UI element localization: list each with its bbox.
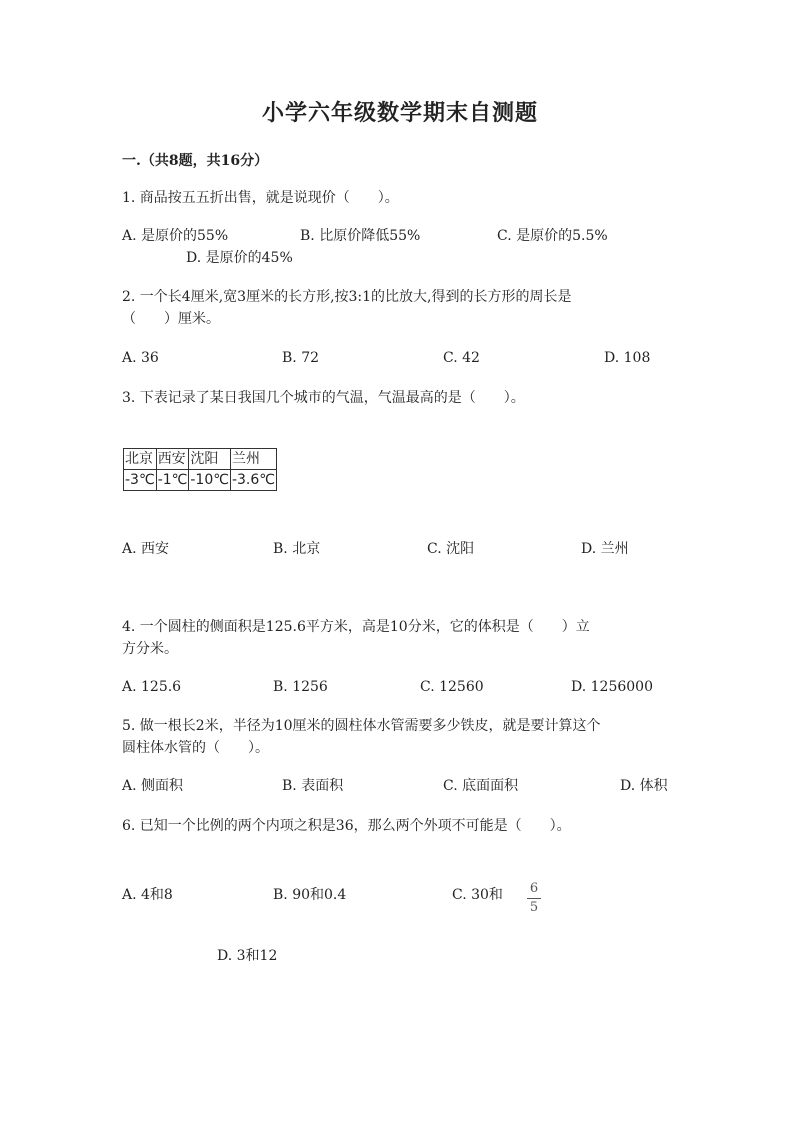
question-5-option-d: D. 体积 [620,778,668,794]
question-1-option-c: C. 是原价的5.5% [497,228,608,244]
question-5-text: 5. 做一根长2米，半径为10厘米的圆柱体水管需要多少铁皮，就是要计算这个 [122,718,601,734]
question-4-text-cont: 方分米。 [122,641,178,657]
question-2-text: 2. 一个长4厘米,宽3厘米的长方形,按3:1的比放大,得到的长方形的周长是 [122,289,572,305]
question-3-option-c: C. 沈阳 [427,541,475,557]
fraction-numerator: 6 [529,881,539,896]
question-4-option-a: A. 125.6 [122,679,182,695]
question-4-option-d: D. 1256000 [571,679,653,695]
table-header-cell: 北京 [124,449,157,470]
fraction-six-fifths [527,881,541,916]
table-cell: -10℃ [189,470,231,491]
question-6-option-c: C. 30和 [452,887,503,903]
question-1-option-d: D. 是原价的45% [186,250,293,266]
page-title: 小学六年级数学期末自测题 [261,100,538,126]
question-2-option-b: B. 72 [282,350,320,366]
temperature-table [123,448,277,491]
question-6-text: 6. 已知一个比例的两个内项之积是36，那么两个外项不可能是（ ）。 [122,818,571,834]
table-header-cell: 兰州 [230,449,276,470]
question-3-option-a: A. 西安 [122,541,170,557]
question-3-text: 3. 下表记录了某日我国几个城市的气温，气温最高的是（ ）。 [122,390,525,406]
table-cell: -3.6℃ [230,470,276,491]
table-header-cell: 沈阳 [189,449,231,470]
fraction-denominator: 5 [529,900,539,915]
question-2-option-d: D. 108 [604,350,651,366]
question-5-text-cont: 圆柱体水管的（ ）。 [122,740,269,756]
question-1-option-b: B. 比原价降低55% [300,228,421,244]
question-4-option-c: C. 12560 [420,679,484,695]
question-6-option-b: B. 90和0.4 [273,887,347,903]
question-2-option-a: A. 36 [122,350,159,366]
table-header-row [124,449,277,470]
question-6-option-a: A. 4和8 [122,887,173,903]
question-3-option-b: B. 北京 [273,541,321,557]
question-1-option-a: A. 是原价的55% [122,228,229,244]
question-6-option-d: D. 3和12 [217,948,278,964]
question-3-option-d: D. 兰州 [581,541,629,557]
question-5-option-a: A. 侧面积 [122,778,184,794]
question-4-text: 4. 一个圆柱的侧面积是125.6平方米，高是10分米，它的体积是（ ）立 [122,619,590,635]
table-row [124,470,277,491]
question-2-option-c: C. 42 [443,350,480,366]
table-cell: -3℃ [124,470,157,491]
question-4-option-b: B. 1256 [273,679,328,695]
table-header-cell: 西安 [156,449,189,470]
question-5-option-c: C. 底面面积 [443,778,519,794]
question-5-option-b: B. 表面积 [282,778,344,794]
section-heading: 一.（共8题，共16分） [122,153,269,169]
question-2-text-cont: （ ）厘米。 [122,311,220,327]
fraction-bar [527,898,541,899]
question-1-text: 1. 商品按五五折出售，就是说现价（ ）。 [122,190,399,206]
table-cell: -1℃ [156,470,189,491]
